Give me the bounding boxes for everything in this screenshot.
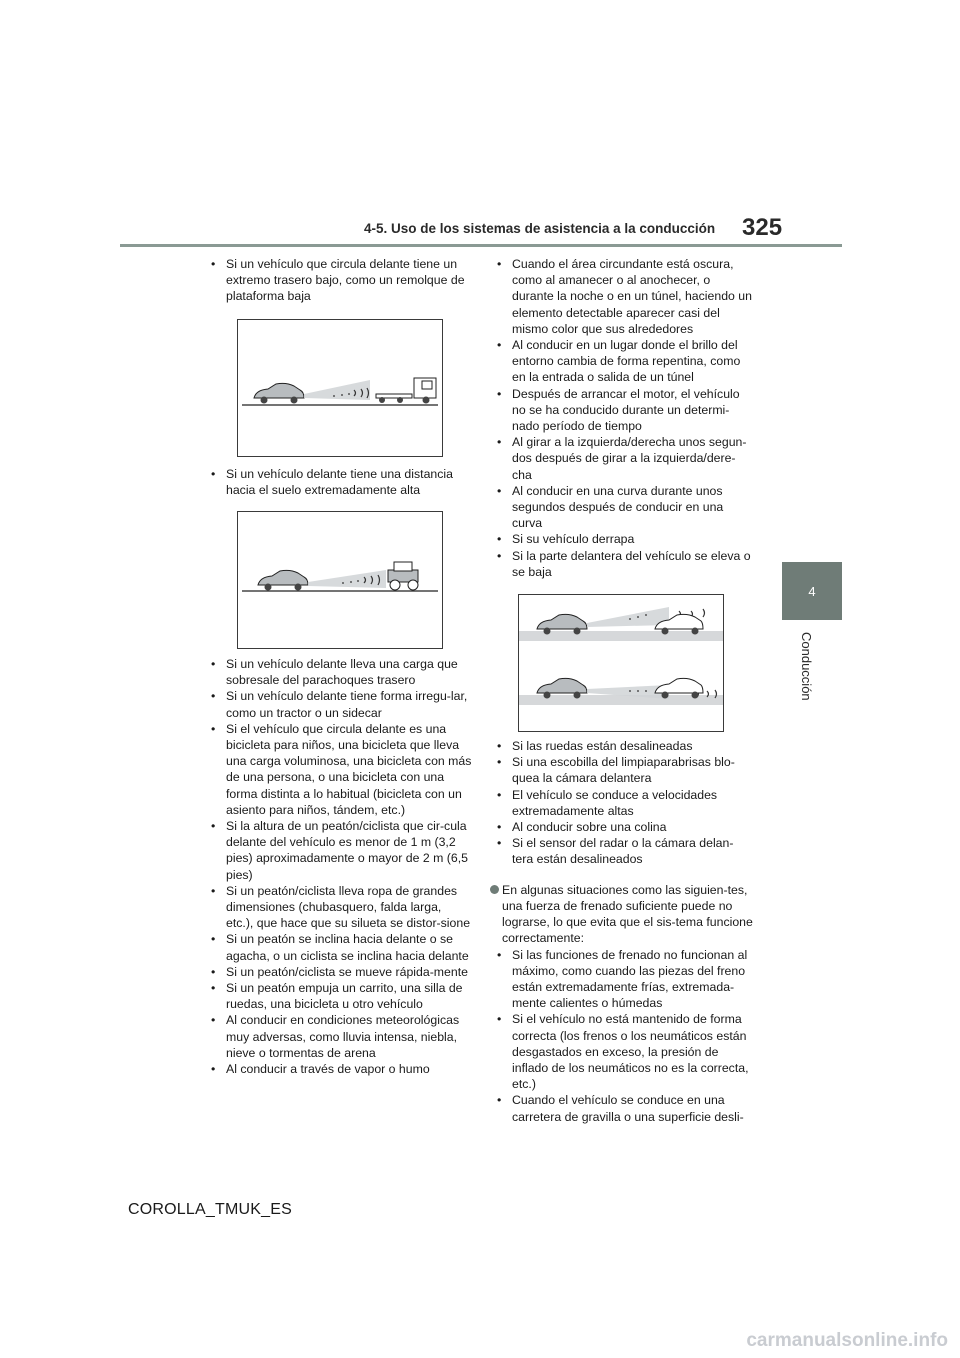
list-item: • Si un peatón/ciclista lleva ropa de grandes dimensiones (chubasquero, falda larga, etc.), que hace que su silueta se distor-sione (204, 883, 472, 932)
list-item: • Si una escobilla del limpiaparabrisas blo-quea la cámara delantera (490, 754, 754, 786)
list-item: • Al conducir en una curva durante unos segundos después de conducir en una curva (490, 483, 754, 532)
page-number: 325 (742, 214, 783, 241)
chapter-number: 4 (808, 583, 816, 599)
bullet-list (490, 256, 754, 580)
list-item: • Si la altura de un peatón/ciclista que cir-cula delante del vehículo es menor de 1 m (3,2 pies) aproximadamente o mayor de 2 m (6,5 pies) (204, 818, 472, 883)
list-item: • Al conducir en un lugar donde el brillo del entorno cambia de forma repentina, como en la entrada o salida de un túnel (490, 337, 754, 386)
list-item: • Si un vehículo que circula delante tiene un extremo trasero bajo, como un remolque de plataforma baja (204, 256, 472, 305)
watermark: carmanualsonline.info (746, 1330, 948, 1351)
list-item: • Al conducir en condiciones meteorológicas muy adversas, como lluvia intensa, niebla, nieve o tormentas de arena (204, 1012, 472, 1061)
list-item: • Cuando el vehículo se conduce en una carretera de gravilla o una superficie desli- (502, 1092, 754, 1124)
list-item: • Cuando el área circundante está oscura, como al amanecer o al anochecer, o durante la noche o en un túnel, haciendo un elemento detectable aparecer casi del mismo color que sus alrededores (490, 256, 754, 337)
list-item: • Después de arrancar el motor, el vehículo no se ha conducido durante un determi-nado período de tiempo (490, 386, 754, 435)
section-title: 4-5. Uso de los sistemas de asistencia a la conducción (364, 221, 716, 236)
note-text: En algunas situaciones como las siguien-tes, una fuerza de frenado suficiente puede no lograrse, lo que evita que el sis-tema funcione correctamente: (502, 882, 753, 946)
bullet-list (490, 738, 754, 868)
circle-bullet-icon (490, 885, 499, 894)
illustration-high-clearance-vehicle (237, 511, 443, 649)
list-item: • Si su vehículo derrapa (490, 531, 754, 547)
document-code: COROLLA_TMUK_ES (128, 1201, 292, 1218)
left-column (204, 256, 472, 1077)
list-item: • Si el sensor del radar o la cámara delan-tera están desalineados (490, 835, 754, 867)
list-item: • Si un peatón empuja un carrito, una silla de ruedas, una bicicleta u otro vehículo (204, 980, 472, 1012)
list-item: • Al girar a la izquierda/derecha unos segun-dos después de girar a la izquierda/dere-cha (490, 434, 754, 483)
chapter-tab[interactable] (782, 562, 842, 620)
bullet-list (204, 256, 472, 305)
list-item: • Si un peatón se inclina hacia delante o se agacha, o un ciclista se inclina hacia delante (204, 931, 472, 963)
chapter-label: Conducción (799, 632, 814, 701)
list-item: • Si un vehículo delante tiene una distancia hacia el suelo extremadamente alta (204, 466, 472, 498)
list-item: • Si las ruedas están desalineadas (490, 738, 754, 754)
illustration-vehicle-pitch (518, 594, 724, 732)
list-item: • Si el vehículo que circula delante es una bicicleta para niños, una bicicleta que lleva una carga voluminosa, una bicicleta con más de una persona, o una bicicleta con una forma distinta a lo habitual (bicicleta con un asiento para niños, tándem, etc.) (204, 721, 472, 818)
list-item: • Si el vehículo no está mantenido de forma correcta (los frenos o los neumáticos están desgastados en exceso, la presión de inflado de los neumáticos no es la correcta, etc.) (502, 1011, 754, 1092)
list-item: • Si las funciones de frenado no funcionan al máximo, como cuando las piezas del freno están extremadamente frías, extremada-mente calientes o húmedas (502, 947, 754, 1012)
note-block (490, 882, 754, 1125)
list-item: • Al conducir sobre una colina (490, 819, 754, 835)
list-item: • Si un peatón/ciclista se mueve rápida-mente (204, 964, 472, 980)
list-item: • Si un vehículo delante lleva una carga que sobresale del parachoques trasero (204, 656, 472, 688)
list-item: • El vehículo se conduce a velocidades extremadamente altas (490, 787, 754, 819)
list-item: • Si la parte delantera del vehículo se eleva o se baja (490, 548, 754, 580)
bullet-list (204, 466, 472, 498)
list-item: • Si un vehículo delante tiene forma irregu-lar, como un tractor o un sidecar (204, 688, 472, 720)
list-item: • Al conducir a través de vapor o humo (204, 1061, 472, 1077)
illustration-low-trailer (237, 319, 443, 457)
header-divider (120, 244, 842, 247)
right-column (490, 256, 754, 1125)
bullet-list (204, 656, 472, 1077)
